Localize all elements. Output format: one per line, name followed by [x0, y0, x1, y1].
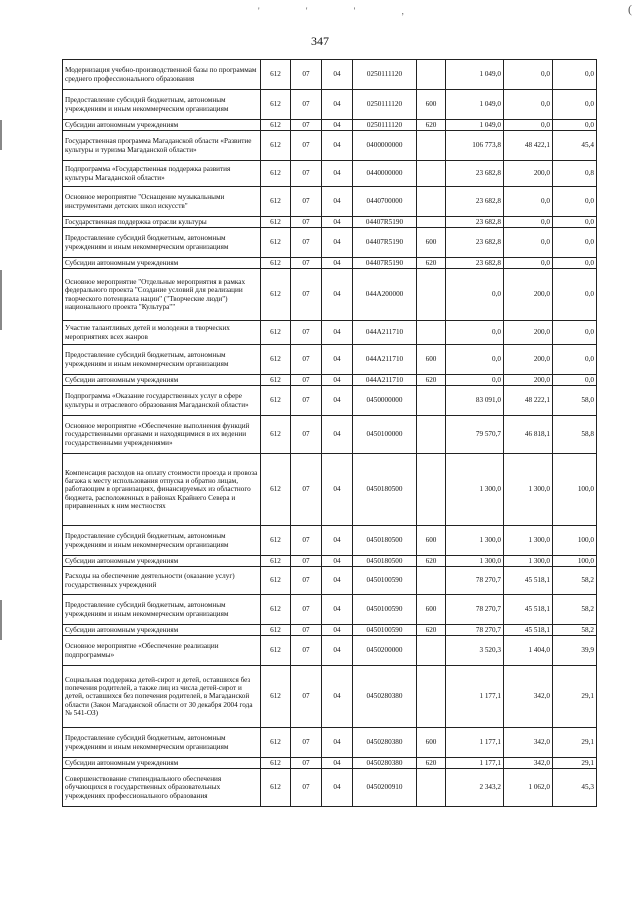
planned-amount-cell: 2 343,2	[446, 769, 504, 807]
executed-amount-cell: 1 300,0	[504, 526, 553, 556]
target-article-cell: 0450280380	[353, 728, 417, 758]
percent-cell: 0,0	[553, 345, 597, 375]
row-name-cell: Компенсация расходов на оплату стоимости проезда и провоза багажа к месту использования отпуска и обратно лицам, работающим в организациях, финансируемых из областного бюджета, расположенных в районах Крайнего Севера и приравненных к ним местностях	[63, 454, 261, 526]
table-row	[63, 454, 597, 526]
expense-type-cell	[417, 454, 446, 526]
expense-type-cell: 620	[417, 375, 446, 386]
expense-type-cell: 600	[417, 526, 446, 556]
planned-amount-cell: 78 270,7	[446, 625, 504, 636]
subsection-code-cell: 04	[322, 758, 353, 769]
executed-amount-cell: 342,0	[504, 758, 553, 769]
executed-amount-cell: 46 818,1	[504, 416, 553, 454]
percent-cell: 100,0	[553, 526, 597, 556]
table-row	[63, 416, 597, 454]
executed-amount-cell: 342,0	[504, 666, 553, 728]
row-name-cell: Предоставление субсидий бюджетным, автономным учреждениям и иным некоммерческим организациям	[63, 728, 261, 758]
section-code-cell: 07	[291, 526, 322, 556]
percent-cell: 29,1	[553, 666, 597, 728]
section-code-cell: 07	[291, 416, 322, 454]
row-name-cell: Предоставление субсидий бюджетным, автономным учреждениям и иным некоммерческим организациям	[63, 228, 261, 258]
ved-code-cell: 612	[261, 416, 291, 454]
percent-cell: 0,0	[553, 321, 597, 345]
section-code-cell: 07	[291, 625, 322, 636]
row-name-cell: Субсидии автономным учреждениям	[63, 120, 261, 131]
section-code-cell: 07	[291, 636, 322, 666]
section-code-cell: 07	[291, 386, 322, 416]
planned-amount-cell: 106 773,8	[446, 131, 504, 161]
planned-amount-cell: 83 091,0	[446, 386, 504, 416]
table-row	[63, 228, 597, 258]
percent-cell: 58,2	[553, 625, 597, 636]
target-article-cell: 0440000000	[353, 161, 417, 187]
target-article-cell: 0450200000	[353, 636, 417, 666]
subsection-code-cell: 04	[322, 345, 353, 375]
planned-amount-cell: 1 049,0	[446, 60, 504, 90]
row-name-cell: Совершенствование стипендиального обеспечения обучающихся в государственных образовательных учреждениях профессионального образования	[63, 769, 261, 807]
ved-code-cell: 612	[261, 375, 291, 386]
percent-cell: 0,0	[553, 120, 597, 131]
target-article-cell: 0450000000	[353, 386, 417, 416]
target-article-cell: 044A211710	[353, 375, 417, 386]
percent-cell: 29,1	[553, 728, 597, 758]
percent-cell: 58,8	[553, 416, 597, 454]
target-article-cell: 0400000000	[353, 131, 417, 161]
budget-table-body	[63, 60, 597, 807]
ved-code-cell: 612	[261, 187, 291, 217]
subsection-code-cell: 04	[322, 454, 353, 526]
ved-code-cell: 612	[261, 217, 291, 228]
subsection-code-cell: 04	[322, 321, 353, 345]
subsection-code-cell: 04	[322, 666, 353, 728]
row-name-cell: Участие талантливых детей и молодежи в творческих мероприятиях всех жанров	[63, 321, 261, 345]
row-name-cell: Предоставление субсидий бюджетным, автономным учреждениям и иным некоммерческим организациям	[63, 345, 261, 375]
executed-amount-cell: 200,0	[504, 321, 553, 345]
subsection-code-cell: 04	[322, 416, 353, 454]
row-name-cell: Основное мероприятие "Оснащение музыкальными инструментами детских школ искусств"	[63, 187, 261, 217]
table-row	[63, 769, 597, 807]
row-name-cell: Субсидии автономным учреждениям	[63, 375, 261, 386]
expense-type-cell	[417, 416, 446, 454]
percent-cell: 0,0	[553, 258, 597, 269]
section-code-cell: 07	[291, 90, 322, 120]
executed-amount-cell: 200,0	[504, 345, 553, 375]
target-article-cell: 04407R5190	[353, 228, 417, 258]
target-article-cell: 0450100590	[353, 595, 417, 625]
target-article-cell: 0450100590	[353, 567, 417, 595]
planned-amount-cell: 1 177,1	[446, 666, 504, 728]
section-code-cell: 07	[291, 375, 322, 386]
expense-type-cell	[417, 321, 446, 345]
planned-amount-cell: 0,0	[446, 269, 504, 321]
section-code-cell: 07	[291, 187, 322, 217]
table-row	[63, 666, 597, 728]
executed-amount-cell: 0,0	[504, 120, 553, 131]
planned-amount-cell: 79 570,7	[446, 416, 504, 454]
expense-type-cell	[417, 636, 446, 666]
row-name-cell: Подпрограмма «Государственная поддержка развития культуры Магаданской области»	[63, 161, 261, 187]
page-number: 347	[311, 34, 329, 48]
percent-cell: 58,2	[553, 567, 597, 595]
ved-code-cell: 612	[261, 666, 291, 728]
ved-code-cell: 612	[261, 60, 291, 90]
row-name-cell: Основное мероприятие «Обеспечение выполнения функций государственными органами и находящимися в их ведении государственными учреждениями»	[63, 416, 261, 454]
section-code-cell: 07	[291, 321, 322, 345]
ved-code-cell: 612	[261, 345, 291, 375]
table-row	[63, 258, 597, 269]
executed-amount-cell: 0,0	[504, 217, 553, 228]
row-name-cell: Социальная поддержка детей-сирот и детей, оставшихся без попечения родителей, а также лиц из числа детей-сирот и детей, оставшихся без попечения родителей, в Магаданской области (Закон Магаданской области от 30 декабря 2004 года № 541-ОЗ)	[63, 666, 261, 728]
row-name-cell: Предоставление субсидий бюджетным, автономным учреждениям и иным некоммерческим организациям	[63, 595, 261, 625]
target-article-cell: 044A211710	[353, 345, 417, 375]
expense-type-cell: 600	[417, 595, 446, 625]
expense-type-cell	[417, 567, 446, 595]
margin-tick	[0, 120, 2, 150]
planned-amount-cell: 78 270,7	[446, 595, 504, 625]
subsection-code-cell: 04	[322, 269, 353, 321]
planned-amount-cell: 0,0	[446, 375, 504, 386]
executed-amount-cell: 0,0	[504, 228, 553, 258]
ved-code-cell: 612	[261, 625, 291, 636]
section-code-cell: 07	[291, 345, 322, 375]
row-name-cell: Подпрограмма «Оказание государственных услуг в сфере культуры и отраслевого образования Магаданской области»	[63, 386, 261, 416]
section-code-cell: 07	[291, 454, 322, 526]
row-name-cell: Основное мероприятие "Отдельные мероприятия в рамках федерального проекта "Создание условий для реализации творческого потенциала нации" ("Творческие люди") национального проекта "Культура""	[63, 269, 261, 321]
executed-amount-cell: 342,0	[504, 728, 553, 758]
expense-type-cell: 600	[417, 728, 446, 758]
table-row	[63, 321, 597, 345]
percent-cell: 45,4	[553, 131, 597, 161]
expense-type-cell: 600	[417, 90, 446, 120]
target-article-cell: 0440700000	[353, 187, 417, 217]
subsection-code-cell: 04	[322, 90, 353, 120]
section-code-cell: 07	[291, 666, 322, 728]
ved-code-cell: 612	[261, 769, 291, 807]
section-code-cell: 07	[291, 120, 322, 131]
ved-code-cell: 612	[261, 728, 291, 758]
executed-amount-cell: 0,0	[504, 90, 553, 120]
table-row	[63, 161, 597, 187]
margin-tick	[0, 270, 2, 330]
section-code-cell: 07	[291, 269, 322, 321]
table-row	[63, 758, 597, 769]
table-row	[63, 269, 597, 321]
table-row	[63, 375, 597, 386]
ved-code-cell: 612	[261, 161, 291, 187]
executed-amount-cell: 200,0	[504, 269, 553, 321]
table-row	[63, 526, 597, 556]
table-row	[63, 120, 597, 131]
target-article-cell: 044A200000	[353, 269, 417, 321]
target-article-cell: 0250111120	[353, 120, 417, 131]
target-article-cell: 0250111120	[353, 60, 417, 90]
planned-amount-cell: 1 300,0	[446, 454, 504, 526]
executed-amount-cell: 1 300,0	[504, 556, 553, 567]
table-row	[63, 345, 597, 375]
ved-code-cell: 612	[261, 567, 291, 595]
planned-amount-cell: 23 682,8	[446, 161, 504, 187]
executed-amount-cell: 45 518,1	[504, 625, 553, 636]
corner-scan-mark: (	[628, 2, 632, 16]
target-article-cell: 0450280380	[353, 666, 417, 728]
percent-cell: 39,9	[553, 636, 597, 666]
ved-code-cell: 612	[261, 90, 291, 120]
planned-amount-cell: 23 682,8	[446, 228, 504, 258]
planned-amount-cell: 78 270,7	[446, 567, 504, 595]
percent-cell: 0,0	[553, 217, 597, 228]
planned-amount-cell: 23 682,8	[446, 187, 504, 217]
subsection-code-cell: 04	[322, 625, 353, 636]
subsection-code-cell: 04	[322, 769, 353, 807]
executed-amount-cell: 200,0	[504, 375, 553, 386]
section-code-cell: 07	[291, 567, 322, 595]
row-name-cell: Субсидии автономным учреждениям	[63, 258, 261, 269]
percent-cell: 0,0	[553, 228, 597, 258]
expense-type-cell: 600	[417, 228, 446, 258]
planned-amount-cell: 1 177,1	[446, 758, 504, 769]
ved-code-cell: 612	[261, 636, 291, 666]
expense-type-cell	[417, 161, 446, 187]
ved-code-cell: 612	[261, 269, 291, 321]
subsection-code-cell: 04	[322, 526, 353, 556]
target-article-cell: 0450180500	[353, 526, 417, 556]
target-article-cell: 04407R5190	[353, 258, 417, 269]
subsection-code-cell: 04	[322, 375, 353, 386]
row-name-cell: Субсидии автономным учреждениям	[63, 758, 261, 769]
expense-type-cell: 600	[417, 345, 446, 375]
expense-type-cell: 620	[417, 120, 446, 131]
section-code-cell: 07	[291, 769, 322, 807]
expense-type-cell	[417, 217, 446, 228]
executed-amount-cell: 45 518,1	[504, 567, 553, 595]
ved-code-cell: 612	[261, 595, 291, 625]
row-name-cell: Государственная поддержка отрасли культуры	[63, 217, 261, 228]
percent-cell: 29,1	[553, 758, 597, 769]
planned-amount-cell: 0,0	[446, 345, 504, 375]
ved-code-cell: 612	[261, 758, 291, 769]
executed-amount-cell: 48 222,1	[504, 386, 553, 416]
target-article-cell: 04407R5190	[353, 217, 417, 228]
ved-code-cell: 612	[261, 131, 291, 161]
executed-amount-cell: 1 300,0	[504, 454, 553, 526]
percent-cell: 45,3	[553, 769, 597, 807]
subsection-code-cell: 04	[322, 386, 353, 416]
section-code-cell: 07	[291, 228, 322, 258]
table-row	[63, 625, 597, 636]
target-article-cell: 0450180500	[353, 556, 417, 567]
table-row	[63, 728, 597, 758]
expense-type-cell	[417, 666, 446, 728]
planned-amount-cell: 23 682,8	[446, 217, 504, 228]
percent-cell: 0,0	[553, 90, 597, 120]
subsection-code-cell: 04	[322, 120, 353, 131]
subsection-code-cell: 04	[322, 187, 353, 217]
subsection-code-cell: 04	[322, 728, 353, 758]
table-row	[63, 567, 597, 595]
target-article-cell: 044A211710	[353, 321, 417, 345]
planned-amount-cell: 23 682,8	[446, 258, 504, 269]
planned-amount-cell: 1 300,0	[446, 556, 504, 567]
executed-amount-cell: 0,0	[504, 258, 553, 269]
section-code-cell: 07	[291, 556, 322, 567]
row-name-cell: Модернизация учебно-производственной базы по программам среднего профессионального образования	[63, 60, 261, 90]
executed-amount-cell: 45 518,1	[504, 595, 553, 625]
subsection-code-cell: 04	[322, 258, 353, 269]
margin-tick	[0, 600, 2, 640]
percent-cell: 0,0	[553, 187, 597, 217]
section-code-cell: 07	[291, 217, 322, 228]
scan-artifacts: ' ' ' ,	[258, 6, 426, 16]
executed-amount-cell: 1 062,0	[504, 769, 553, 807]
section-code-cell: 07	[291, 258, 322, 269]
expense-type-cell	[417, 386, 446, 416]
table-row	[63, 595, 597, 625]
table-row	[63, 90, 597, 120]
ved-code-cell: 612	[261, 228, 291, 258]
planned-amount-cell: 0,0	[446, 321, 504, 345]
subsection-code-cell: 04	[322, 556, 353, 567]
percent-cell: 0,8	[553, 161, 597, 187]
percent-cell: 100,0	[553, 454, 597, 526]
ved-code-cell: 612	[261, 386, 291, 416]
target-article-cell: 0450100000	[353, 416, 417, 454]
ved-code-cell: 612	[261, 454, 291, 526]
row-name-cell: Основное мероприятие «Обеспечение реализации подпрограммы»	[63, 636, 261, 666]
ved-code-cell: 612	[261, 258, 291, 269]
row-name-cell: Предоставление субсидий бюджетным, автономным учреждениям и иным некоммерческим организациям	[63, 526, 261, 556]
target-article-cell: 0450280380	[353, 758, 417, 769]
table-row	[63, 131, 597, 161]
subsection-code-cell: 04	[322, 60, 353, 90]
table-row	[63, 636, 597, 666]
subsection-code-cell: 04	[322, 567, 353, 595]
executed-amount-cell: 200,0	[504, 161, 553, 187]
expense-type-cell: 620	[417, 258, 446, 269]
target-article-cell: 0250111120	[353, 90, 417, 120]
subsection-code-cell: 04	[322, 228, 353, 258]
subsection-code-cell: 04	[322, 131, 353, 161]
planned-amount-cell: 1 049,0	[446, 120, 504, 131]
row-name-cell: Предоставление субсидий бюджетным, автономным учреждениям и иным некоммерческим организациям	[63, 90, 261, 120]
percent-cell: 100,0	[553, 556, 597, 567]
row-name-cell: Субсидии автономным учреждениям	[63, 556, 261, 567]
expense-type-cell	[417, 269, 446, 321]
budget-table	[62, 59, 597, 807]
table-row	[63, 386, 597, 416]
expense-type-cell	[417, 187, 446, 217]
table-row	[63, 187, 597, 217]
section-code-cell: 07	[291, 758, 322, 769]
target-article-cell: 0450200910	[353, 769, 417, 807]
ved-code-cell: 612	[261, 321, 291, 345]
subsection-code-cell: 04	[322, 595, 353, 625]
percent-cell: 0,0	[553, 60, 597, 90]
expense-type-cell: 620	[417, 758, 446, 769]
subsection-code-cell: 04	[322, 636, 353, 666]
ved-code-cell: 612	[261, 526, 291, 556]
executed-amount-cell: 0,0	[504, 187, 553, 217]
table-row	[63, 217, 597, 228]
expense-type-cell: 620	[417, 556, 446, 567]
percent-cell: 0,0	[553, 375, 597, 386]
row-name-cell: Государственная программа Магаданской области «Развитие культуры и туризма Магаданской области»	[63, 131, 261, 161]
expense-type-cell	[417, 60, 446, 90]
section-code-cell: 07	[291, 60, 322, 90]
executed-amount-cell: 1 404,0	[504, 636, 553, 666]
expense-type-cell: 620	[417, 625, 446, 636]
subsection-code-cell: 04	[322, 217, 353, 228]
target-article-cell: 0450180500	[353, 454, 417, 526]
section-code-cell: 07	[291, 161, 322, 187]
executed-amount-cell: 0,0	[504, 60, 553, 90]
subsection-code-cell: 04	[322, 161, 353, 187]
table-row	[63, 556, 597, 567]
percent-cell: 0,0	[553, 269, 597, 321]
planned-amount-cell: 1 049,0	[446, 90, 504, 120]
table-row	[63, 60, 597, 90]
section-code-cell: 07	[291, 728, 322, 758]
section-code-cell: 07	[291, 595, 322, 625]
ved-code-cell: 612	[261, 556, 291, 567]
row-name-cell: Субсидии автономным учреждениям	[63, 625, 261, 636]
planned-amount-cell: 3 520,3	[446, 636, 504, 666]
planned-amount-cell: 1 177,1	[446, 728, 504, 758]
row-name-cell: Расходы на обеспечение деятельности (оказание услуг) государственных учреждений	[63, 567, 261, 595]
planned-amount-cell: 1 300,0	[446, 526, 504, 556]
expense-type-cell	[417, 131, 446, 161]
target-article-cell: 0450100590	[353, 625, 417, 636]
section-code-cell: 07	[291, 131, 322, 161]
ved-code-cell: 612	[261, 120, 291, 131]
expense-type-cell	[417, 769, 446, 807]
percent-cell: 58,2	[553, 595, 597, 625]
percent-cell: 58,0	[553, 386, 597, 416]
executed-amount-cell: 48 422,1	[504, 131, 553, 161]
